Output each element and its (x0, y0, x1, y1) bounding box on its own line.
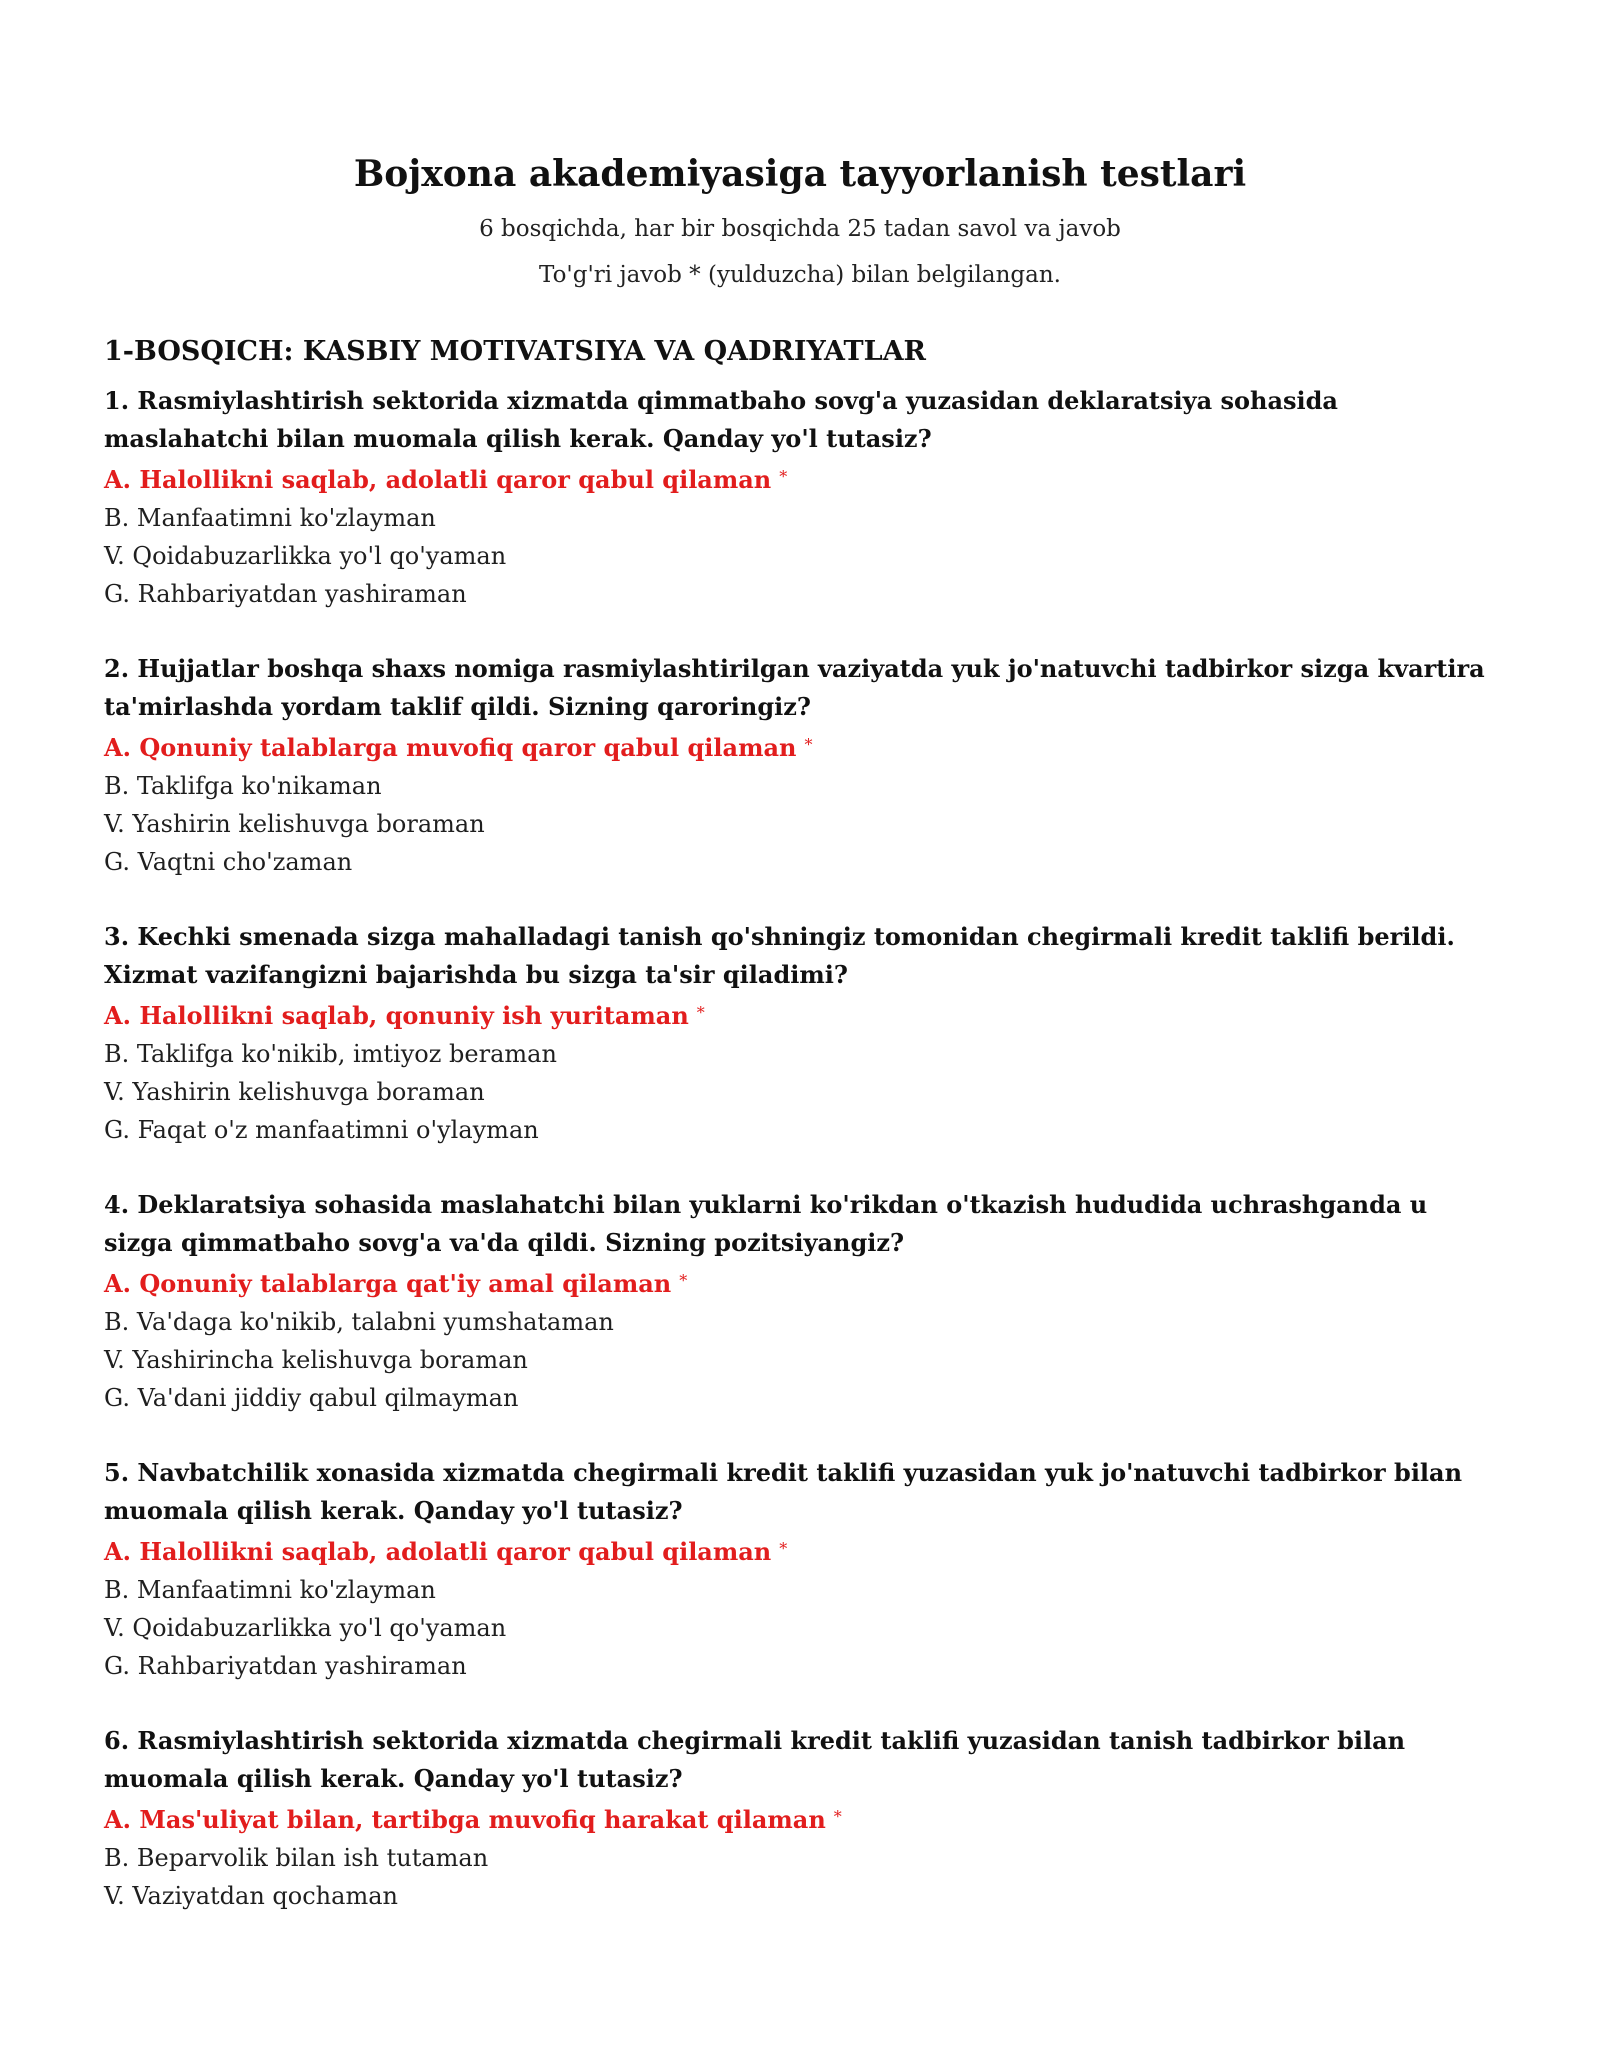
answer-option: B. Manfaatimni ko'zlayman (104, 504, 436, 532)
correct-marker: * (779, 1539, 788, 1558)
answer-option: V. Yashirin kelishuvga boraman (104, 810, 485, 838)
question-item (104, 1186, 1496, 1417)
question-item (104, 382, 1496, 613)
question-text: 4. Deklaratsiya sohasida maslahatchi bilan yuklarni ko'rikdan o'tkazish hududida uchrashganda u sizga qimmatbaho sovg'a va'da qildi. Sizning pozitsiyangiz? (104, 1190, 1428, 1257)
section-heading: 1-BOSQICH: KASBIY MOTIVATSIYA VA QADRIYATLAR (104, 336, 926, 367)
answer-option: V. Qoidabuzarlikka yo'l qo'yaman (104, 542, 507, 570)
answer-option: B. Manfaatimni ko'zlayman (104, 1576, 436, 1604)
question-item (104, 1722, 1496, 1915)
correct-marker: * (779, 467, 788, 486)
answer-option: B. Taklifga ko'nikib, imtiyoz beraman (104, 1040, 557, 1068)
question-item (104, 918, 1496, 1149)
answer-option: V. Yashirincha kelishuvga boraman (104, 1346, 528, 1374)
answer-option: V. Vaziyatdan qochaman (104, 1882, 398, 1910)
question-text: 5. Navbatchilik xonasida xizmatda chegirmali kredit taklifi yuzasidan yuk jo'natuvchi tadbirkor bilan muomala qilish kerak. Qanday yo'l tutasiz? (104, 1458, 1463, 1525)
answer-option-correct (104, 994, 1496, 1035)
option-label: A. Halollikni saqlab, adolatli qaror qabul qilaman (104, 465, 772, 494)
answer-option-correct (104, 458, 1496, 499)
document-title: Bojxona akademiyasiga tayyorlanish testlari (353, 153, 1247, 195)
answer-key-note: To'g'ri javob * (yulduzcha) bilan belgilangan. (539, 262, 1061, 288)
answer-option: B. Va'daga ko'nikib, talabni yumshataman (104, 1308, 614, 1336)
correct-marker: * (804, 735, 813, 754)
option-label: A. Qonuniy talablarga qat'iy amal qilaman (104, 1269, 672, 1298)
answer-option: G. Rahbariyatdan yashiraman (104, 1652, 467, 1680)
question-text: 2. Hujjatlar boshqa shaxs nomiga rasmiylashtirilgan vaziyatda yuk jo'natuvchi tadbirkor sizga kvartira ta'mirlashda yordam taklif qildi. Sizning qaroringiz? (104, 654, 1485, 721)
answer-option-correct (104, 1798, 1496, 1839)
answer-option: B. Taklifga ko'nikaman (104, 772, 382, 800)
answer-option-correct (104, 726, 1496, 767)
question-item (104, 1454, 1496, 1685)
question-list (104, 382, 1496, 1915)
answer-option: G. Faqat o'z manfaatimni o'ylayman (104, 1116, 539, 1144)
correct-marker: * (833, 1807, 842, 1826)
answer-option: V. Yashirin kelishuvga boraman (104, 1078, 485, 1106)
answer-option: G. Va'dani jiddiy qabul qilmayman (104, 1384, 519, 1412)
answer-option: V. Qoidabuzarlikka yo'l qo'yaman (104, 1614, 507, 1642)
answer-option-correct (104, 1262, 1496, 1303)
question-text: 3. Kechki smenada sizga mahalladagi tanish qo'shningiz tomonidan chegirmali kredit taklifi berildi. Xizmat vazifangizni bajarishda bu sizga ta'sir qiladimi? (104, 922, 1455, 989)
answer-option-correct (104, 1530, 1496, 1571)
correct-marker: * (696, 1003, 705, 1022)
correct-marker: * (679, 1271, 688, 1290)
answer-option: G. Rahbariyatdan yashiraman (104, 580, 467, 608)
question-text: 1. Rasmiylashtirish sektorida xizmatda qimmatbaho sovg'a yuzasidan deklaratsiya sohasida maslahatchi bilan muomala qilish kerak. Qanday yo'l tutasiz? (104, 386, 1338, 453)
question-text: 6. Rasmiylashtirish sektorida xizmatda chegirmali kredit taklifi yuzasidan tanish tadbirkor bilan muomala qilish kerak. Qanday yo'l tutasiz? (104, 1726, 1406, 1793)
document-subtitle: 6 bosqichda, har bir bosqichda 25 tadan savol va javob (479, 216, 1121, 242)
answer-option: G. Vaqtni cho'zaman (104, 848, 353, 876)
option-label: A. Qonuniy talablarga muvofiq qaror qabul qilaman (104, 733, 797, 762)
question-item (104, 650, 1496, 881)
answer-option: B. Beparvolik bilan ish tutaman (104, 1844, 489, 1872)
option-label: A. Mas'uliyat bilan, tartibga muvofiq harakat qilaman (104, 1805, 826, 1834)
option-label: A. Halollikni saqlab, adolatli qaror qabul qilaman (104, 1537, 772, 1566)
option-label: A. Halollikni saqlab, qonuniy ish yuritaman (104, 1001, 689, 1030)
